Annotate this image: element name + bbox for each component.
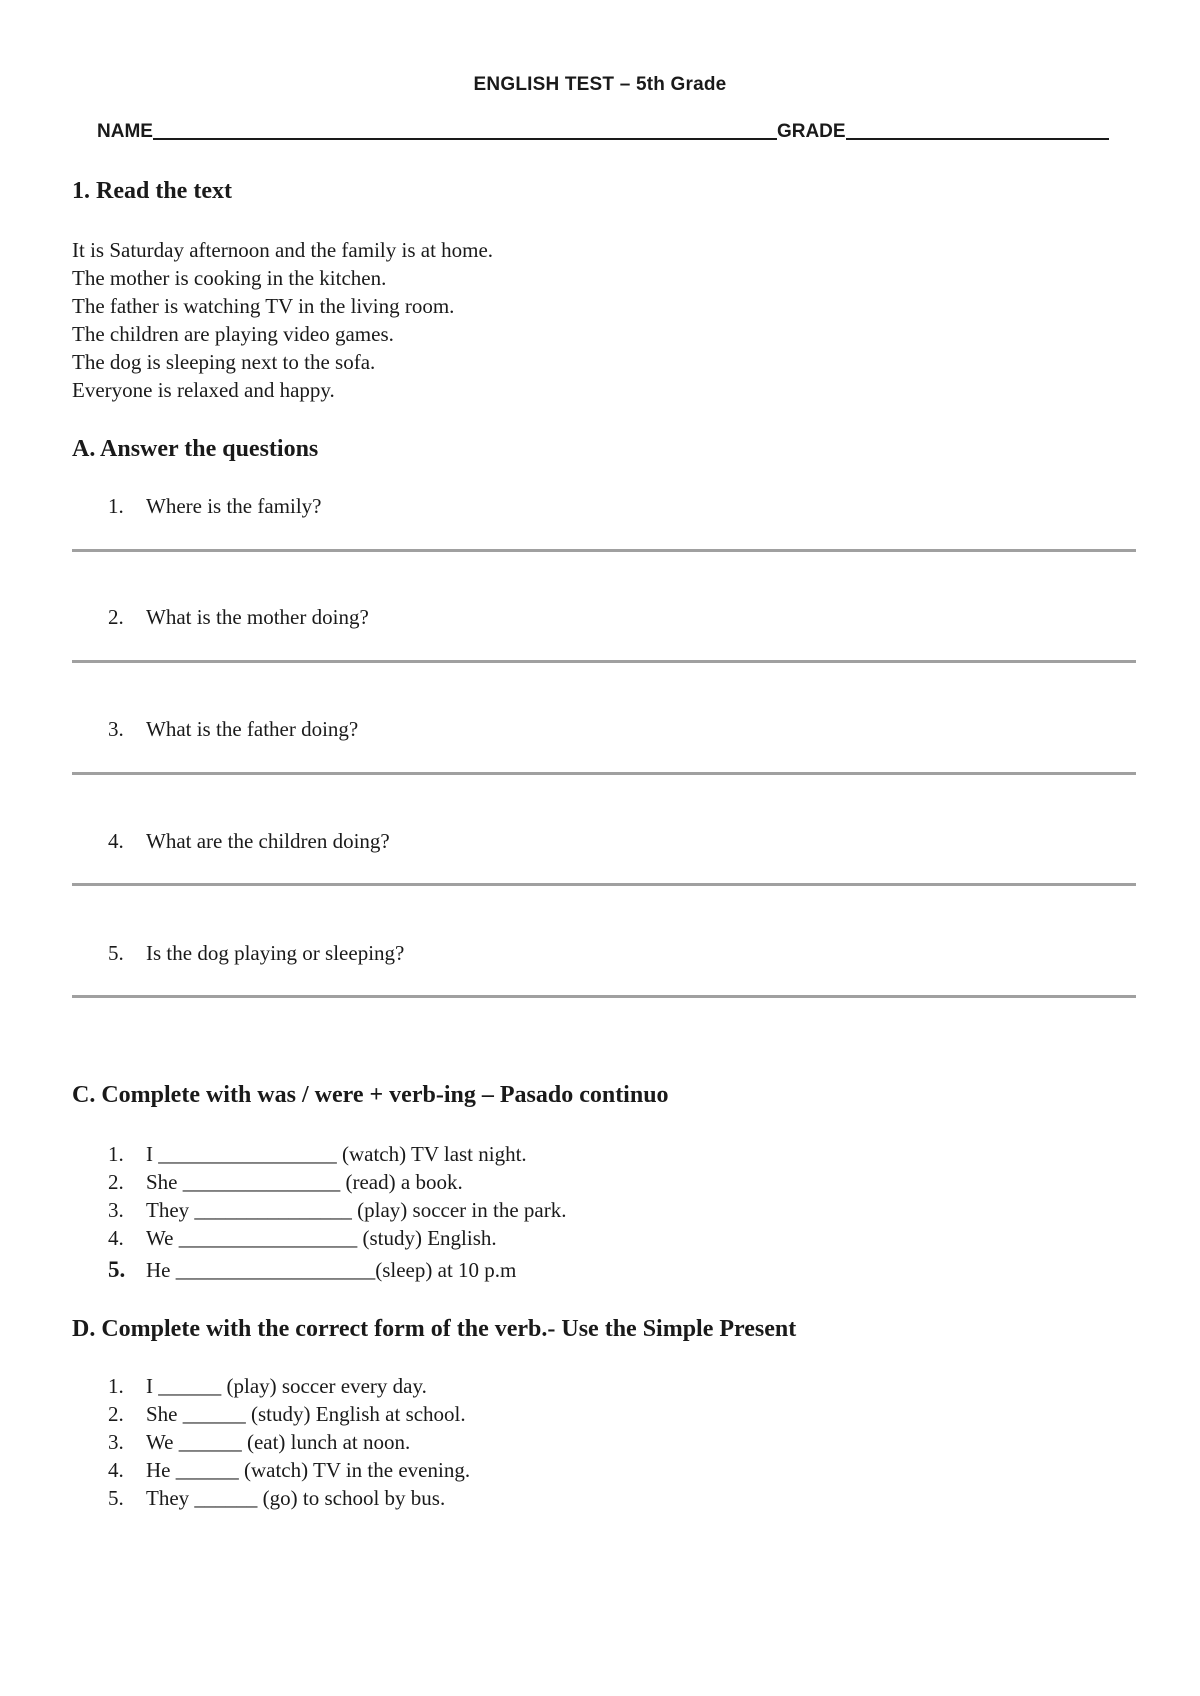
item-text: They _______________ (play) soccer in the park. <box>146 1198 567 1222</box>
answer-line-4[interactable] <box>72 883 1136 886</box>
list-item <box>108 1168 566 1196</box>
list-item <box>108 1140 566 1168</box>
item-number: 4. <box>108 1226 124 1250</box>
item-text: We ______ (eat) lunch at noon. <box>146 1430 411 1454</box>
item-number: 4. <box>108 1458 124 1482</box>
question-number: 3. <box>108 717 124 741</box>
question-text: What is the father doing? <box>146 717 359 741</box>
question-text: What is the mother doing? <box>146 605 369 629</box>
question-text: Where is the family? <box>146 494 322 518</box>
item-text: She ______ (study) English at school. <box>146 1402 466 1426</box>
item-text: He ___________________(sleep) at 10 p.m <box>146 1258 517 1282</box>
question-text: What are the children doing? <box>146 829 390 853</box>
answer-line-2[interactable] <box>72 660 1136 663</box>
reading-line: The father is watching TV in the living room. <box>72 294 455 318</box>
section-d-list <box>108 1372 470 1512</box>
list-item <box>108 1196 566 1224</box>
item-number: 1. <box>108 1142 124 1166</box>
list-item <box>108 1428 470 1456</box>
reading-line: It is Saturday afternoon and the family is at home. <box>72 238 494 262</box>
name-label: NAME <box>97 121 153 142</box>
section-c-heading: C. Complete with was / were + verb-ing – Pasado continuo <box>72 1082 669 1108</box>
item-number: 3. <box>108 1198 124 1222</box>
reading-text <box>72 236 493 404</box>
section-1-heading: 1. Read the text <box>72 178 232 204</box>
question-number: 1. <box>108 494 124 518</box>
item-text: She _______________ (read) a book. <box>146 1170 463 1194</box>
item-text: They ______ (go) to school by bus. <box>146 1486 446 1510</box>
answer-line-3[interactable] <box>72 772 1136 775</box>
question-4 <box>108 829 390 854</box>
item-number: 1. <box>108 1374 124 1398</box>
name-grade-row <box>97 120 1109 143</box>
list-item <box>108 1400 470 1428</box>
reading-line: The children are playing video games. <box>72 322 394 346</box>
question-text: Is the dog playing or sleeping? <box>146 941 405 965</box>
list-item <box>108 1484 470 1512</box>
section-c-list <box>108 1140 566 1286</box>
answer-line-5[interactable] <box>72 995 1136 998</box>
answer-line-1[interactable] <box>72 549 1136 552</box>
section-d-heading: D. Complete with the correct form of the verb.- Use the Simple Present <box>72 1316 797 1342</box>
item-number: 2. <box>108 1170 124 1194</box>
reading-line: The dog is sleeping next to the sofa. <box>72 350 376 374</box>
question-1 <box>108 494 322 519</box>
item-number: 5. <box>108 1257 126 1282</box>
question-number: 5. <box>108 941 124 965</box>
grade-field[interactable] <box>846 120 1109 140</box>
list-item <box>108 1372 470 1400</box>
question-number: 4. <box>108 829 124 853</box>
item-text: I _________________ (watch) TV last night. <box>146 1142 527 1166</box>
question-3 <box>108 717 358 742</box>
reading-line: Everyone is relaxed and happy. <box>72 378 335 402</box>
list-item <box>108 1252 566 1286</box>
question-number: 2. <box>108 605 124 629</box>
reading-line: The mother is cooking in the kitchen. <box>72 266 387 290</box>
item-number: 5. <box>108 1486 124 1510</box>
question-5 <box>108 941 404 966</box>
list-item <box>108 1456 470 1484</box>
section-a-heading: A. Answer the questions <box>72 436 319 462</box>
grade-label: GRADE <box>776 121 846 142</box>
item-text: We _________________ (study) English. <box>146 1226 497 1250</box>
item-text: He ______ (watch) TV in the evening. <box>146 1458 471 1482</box>
name-field[interactable] <box>153 120 777 140</box>
item-number: 3. <box>108 1430 124 1454</box>
item-text: I ______ (play) soccer every day. <box>146 1374 427 1398</box>
item-number: 2. <box>108 1402 124 1426</box>
page-title: ENGLISH TEST – 5th Grade <box>473 74 727 95</box>
list-item <box>108 1224 566 1252</box>
question-2 <box>108 605 369 630</box>
